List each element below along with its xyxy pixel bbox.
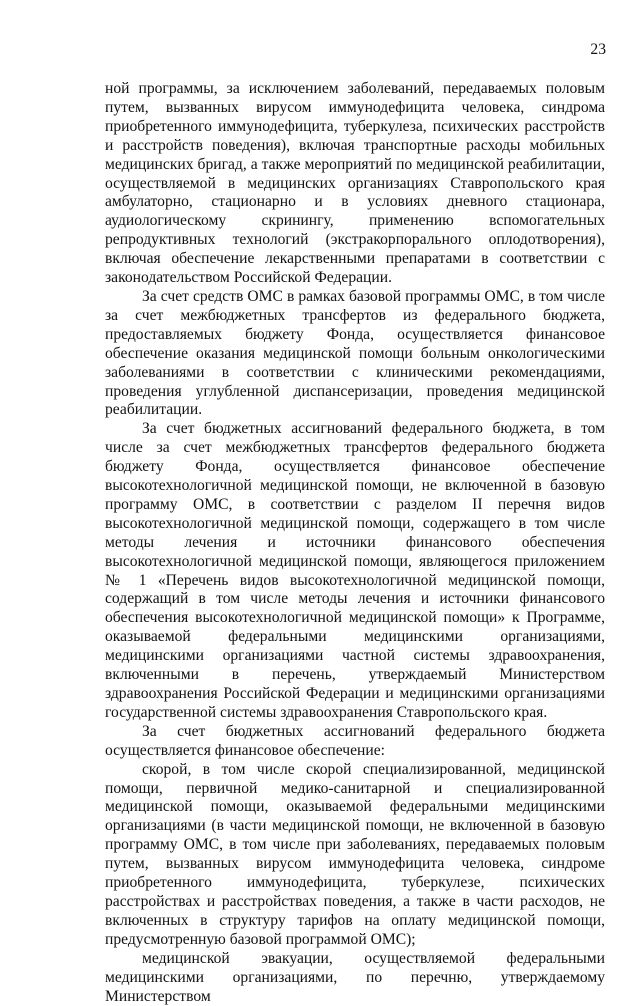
paragraph-high-tech-care: За счет бюджетных ассигнований федерального бюджета, в том числе за счет межбюджетных трансфертов федерального бюджета бюджету Фонда, осуществляется финансовое обеспечение высокотехнологичной медицинской помощи, не включенной в базовую программу ОМС, в соответствии с разделом II перечня видов высокотехнологичной медицинской помощи, содержащего в том числе методы лечения и источники финансового обеспечения высокотехнологичной медицинской помощи, являющегося приложением № 1 «Перечень видов высокотехнологичной медицинской помощи, содержащий в том числе методы лечения и источники финансового обеспечения высокотехнологичной медицинской помощи» к Программе, оказываемой федеральными медицинскими организациями, медицинскими организациями частной системы здравоохранения, включенными в перечень, утверждаемый Министерством здравоохранения Российской Федерации и медицинскими организациями государственной системы здравоохранения Ставропольского края. [105, 420, 605, 721]
paragraph-emergency-care: скорой, в том числе скорой специализированной, медицинской помощи, первичной медико-санитарной и специализированной медицинской помощи, оказываемой федеральными медицинскими организациями (в части медицинской помощи, не включенной в базовую программу ОМС, в том числе при заболеваниях, передаваемых половым путем, вызванных вирусом иммунодефицита человека, синдроме приобретенного иммунодефицита, туберкулезе, психических расстройствах и расстройствах поведения, а также в части расходов, не включенных в структуру тарифов на оплату медицинской помощи, предусмотренную базовой программой ОМС); [105, 760, 605, 948]
paragraph-oms-oncology: За счет средств ОМС в рамках базовой программы ОМС, в том числе за счет межбюджетных трансфертов из федерального бюджета, предоставляемых бюджету Фонда, осуществляется финансовое обеспечение оказания медицинской помощи больным онкологическими заболеваниями в соответствии с клиническими рекомендациями, проведения углубленной диспансеризации, проведения медицинской реабилитации. [105, 287, 605, 419]
document-body [105, 80, 605, 1006]
paragraph-medical-evacuation: медицинской эвакуации, осуществляемой федеральными медицинскими организациями, по перечню, утверждаемому Министерством [105, 949, 605, 1005]
paragraph-federal-funding-intro: За счет бюджетных ассигнований федерального бюджета осуществляется финансовое обеспечение: [105, 722, 605, 759]
paragraph-continued: ной программы, за исключением заболеваний, передаваемых половым путем, вызванных вирусом иммунодефицита человека, синдрома приобретенного иммунодефицита, туберкулеза, психических расстройств и расстройств поведения), включая транспортные расходы мобильных медицинских бригад, а также мероприятий по медицинской реабилитации, осуществляемой в медицинских организациях Ставропольского края амбулаторно, стационарно и в условиях дневного стационара, аудиологическому скринингу, применению вспомогательных репродуктивных технологий (экстракорпорального оплодотворения), включая обеспечение лекарственными препаратами в соответствии с законодательством Российской Федерации. [105, 80, 605, 287]
page-number: 23 [590, 41, 606, 58]
